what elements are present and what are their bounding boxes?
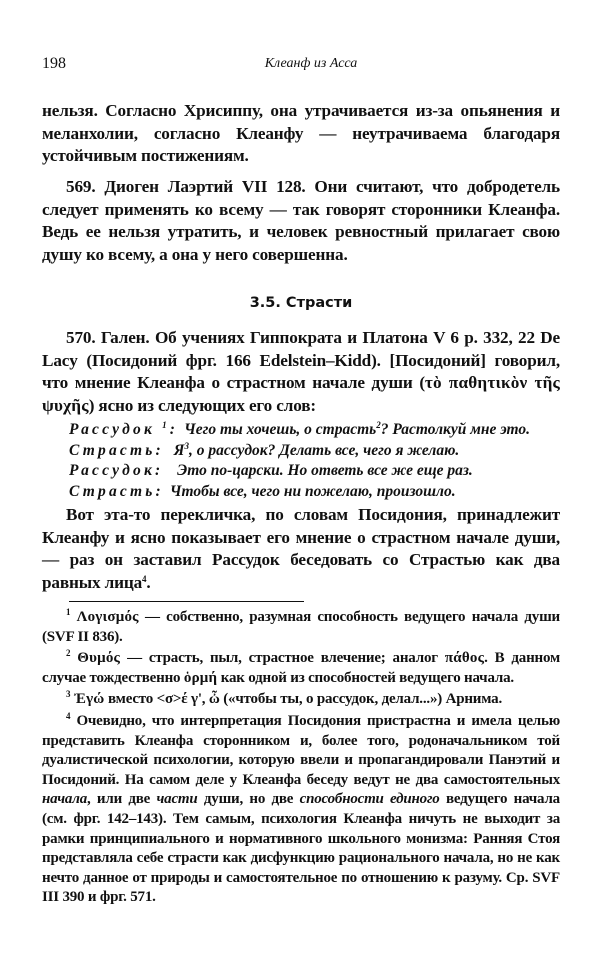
fragment-570-body-a: [Посидоний] говорил, что мнение Клеанфа о страстном начале души ( [42, 350, 560, 392]
dialogue-speaker: Рассудок: [69, 462, 164, 479]
dialogue-text: Это по-царски. Но ответь все же еще раз. [177, 462, 473, 479]
dialogue-line [69, 482, 560, 503]
footnote-2: $^2$ Θυμός — страсть, пыл, страстное влечение; аналог πάθος. В данном случае тождественно ὁρμή как одной из способностей ведущего начала. [42, 648, 561, 686]
dialogue-line [69, 461, 560, 482]
page-number: 198 [42, 55, 66, 72]
dialogue-speaker: Рассудок $^1$: [69, 420, 179, 438]
paragraph-continuation [42, 100, 560, 168]
paragraph-conclusion [42, 504, 560, 594]
fragment-569-body: Они считают, что добродетель следует применять ко всему — так говорят сторонники Клеанфа. Ведь ее нельзя утратить, и человек ревностный прилагает свою душу ко всему, а она у него совершенна. [42, 177, 560, 264]
dialogue-text: Чтобы все, чего ни пожелаю, произошло. [169, 482, 456, 500]
footnote-number: 1 [66, 607, 71, 617]
footnote-ref[interactable]: 3 [184, 440, 189, 451]
greek-phrase: τὸ παθητικὸν τῆς ψυχῆς [42, 373, 560, 415]
running-head [42, 55, 560, 79]
dialogue-line [69, 420, 560, 441]
fragment-570-body-b: ) ясно из следующих его слов: [88, 395, 316, 415]
greek-term: Θυμός [77, 650, 121, 667]
dialogue-text: Чего ты хочешь, о страсть [184, 421, 377, 438]
footnote-divider [69, 601, 304, 602]
dialogue-block [69, 420, 560, 502]
dialogue-line [69, 441, 560, 462]
greek-term: πάθος [444, 650, 485, 667]
footnote-1: $^1$ Λογισμός — собственно, разумная способность ведущего начала души (SVF II 836). [42, 607, 560, 645]
dialogue-speaker: Страсть: [69, 441, 164, 459]
dialogue-text-end: , о рассудок? Делать все, чего я желаю. [188, 441, 460, 459]
fragment-570 [42, 327, 560, 417]
greek-term: Ἐγώ [73, 691, 105, 708]
paragraph-conclusion-text: Вот эта-то перекличка, по словам Посидония, принадлежит Клеанфу и ясно показывает его мнение о страстном начале души,— раз он заставил Рассудок беседовать со Страстью как два равных лица$^4$. [42, 505, 560, 592]
section-heading: 3.5. Страсти [249, 295, 353, 311]
fragment-570-text [42, 327, 560, 417]
footnote-number: 3 [66, 689, 71, 700]
greek-term: ὁρμή [183, 669, 218, 686]
dialogue-speaker: Страсть: [69, 482, 164, 500]
footnote-number: 4 [66, 710, 71, 721]
fragment-570-reference: 570. Гален. Об учениях Гиппократа и Платона V 6 p. 332, 22 De Lacy (Посидоний фрг. 166 Edelstein–Kidd). [42, 328, 560, 370]
greek-term: Λογισμός [76, 609, 139, 625]
paragraph-text: нельзя. Согласно Хрисиппу, она утрачивается из-за опьянения и меланхолии, согласно Клеанфу — неутрачиваема благодаря устойчивым постижениям. [42, 101, 560, 165]
fragment-569-text [42, 176, 560, 266]
dialogue-text-end: ? Растолкуй мне это. [380, 421, 530, 438]
footnote-ref[interactable]: 4 [142, 573, 147, 584]
dialogue-text: Я [173, 441, 185, 459]
footnote-4: $^4$ Очевидно, что интерпретация Посидония пристрастна и имела целью представить Клеанфа сторонником и, более того, родоначальником той дуалистической психологии, которую ввели и пропагандировали Панэтий и Посидоний. На самом деле у Клеанфа беседу ведут не два самостоятельных начала, или две части души, но две способности единого ведущего начала (см. фрг. 142–143). Тем самым, психология Клеанфа ничуть не выходит за рамки принципиального и нормативного школьного монизма: Ранняя Стоя представляла себе страсти как дисфункцию рационального начала, но не как нечто данное от природы и самостоятельное по отношению к разуму. Ср. SVF III 390 и фрг. 571. [42, 710, 560, 906]
running-title: Клеанф из Асса [264, 56, 358, 71]
footnotes [42, 608, 560, 910]
footnote-3: $^3$ Ἐγώ вместо <σ>έ γ', ὦ («чтобы ты, о рассудок, делал...») Арнима. [66, 689, 503, 708]
footnote-ref[interactable]: 1 [162, 420, 170, 430]
footnote-number: 2 [66, 648, 71, 659]
footnote-ref[interactable]: 2 [376, 420, 381, 430]
fragment-569-reference: 569. Диоген Лаэртий VII 128. [66, 177, 306, 196]
fragment-569 [42, 176, 560, 266]
